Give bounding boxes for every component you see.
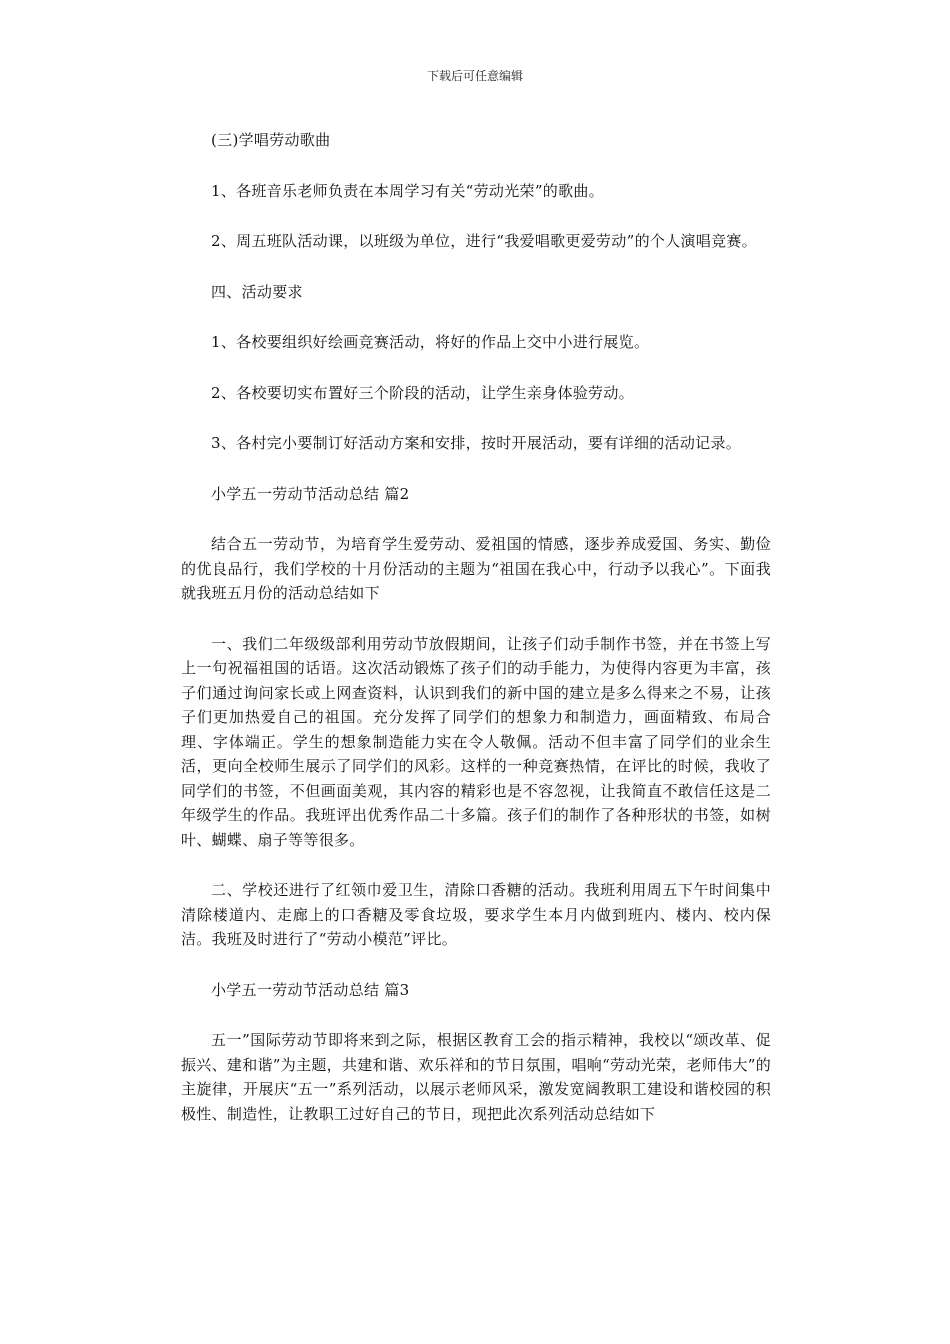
paragraph: 一、我们二年级级部利用劳动节放假期间，让孩子们动手制作书签，并在书签上写上一句祝福祖国的话语。这次活动锻炼了孩子们的动手能力，为使得内容更为丰富，孩子们通过询问家长或上网查资料，认识到我们的新中国的建立是多么得来之不易，让孩子们更加热爱自己的祖国。充分发挥了同学们的想象力和制造力，画面精致、布局合理、字体端正。学生的想象制造能力实在令人敬佩。活动不但丰富了同学们的业余生活，更向全校师生展示了同学们的风彩。这样的一种竞赛热情，在评比的时候，我收了同学们的书签，不但画面美观，其内容的精彩也是不容忽视，让我简直不敢信任这是二年级学生的作品。我班评出优秀作品二十多篇。孩子们的制作了各种形状的书签，如树叶、蝴蝶、扇子等等很多。 bbox=[181, 634, 771, 849]
paragraph: 二、学校还进行了红领巾爱卫生，清除口香糖的活动。我班利用周五下午时间集中清除楼道内、走廊上的口香糖及零食垃圾，要求学生本月内做到班内、楼内、校内保洁。我班及时进行了“劳动小模范”评比。 bbox=[181, 881, 771, 948]
document-body bbox=[181, 128, 771, 1126]
paragraph: 2、周五班队活动课，以班级为单位，进行“我爱唱歌更爱劳动”的个人演唱竞赛。 bbox=[211, 232, 757, 250]
section-heading-requirements: 四、活动要求 bbox=[211, 282, 303, 301]
paragraph: 结合五一劳动节，为培育学生爱劳动、爱祖国的情感，逐步养成爱国、务实、勤俭的优良品行，我们学校的十月份活动的主题为“祖国在我心中，行动予以我心”。下面我就我班五月份的活动总结如下 bbox=[181, 535, 771, 602]
subheading-sing-labor-songs: (三)学唱劳动歌曲 bbox=[211, 131, 331, 149]
page-header-watermark: 下载后可任意编辑 bbox=[426, 69, 523, 83]
paragraph: 2、各校要切实布置好三个阶段的活动，让学生亲身体验劳动。 bbox=[211, 383, 634, 402]
paragraph: 3、各村完小要制订好活动方案和安排，按时开展活动，要有详细的活动记录。 bbox=[211, 434, 742, 452]
paragraph: 五一”国际劳动节即将来到之际，根据区教育工会的指示精神，我校以“颂改革、促振兴、建和谐”为主题，共建和谐、欢乐祥和的节日氛围，唱响“劳动光荣，老师伟大”的主旋律，开展庆“五一”系列活动，以展示老师风采，激发宽阔教职工建设和谐校园的积极性、制造性，让教职工过好自己的节日，现把此次系列活动总结如下 bbox=[181, 1031, 772, 1123]
paragraph: 1、各班音乐老师负责在本周学习有关“劳动光荣”的歌曲。 bbox=[211, 181, 604, 200]
article-title-part-3: 小学五一劳动节活动总结 篇3 bbox=[211, 980, 410, 999]
article-title-part-2: 小学五一劳动节活动总结 篇2 bbox=[211, 484, 410, 503]
paragraph: 1、各校要组织好绘画竞赛活动，将好的作品上交中小进行展览。 bbox=[211, 333, 650, 351]
